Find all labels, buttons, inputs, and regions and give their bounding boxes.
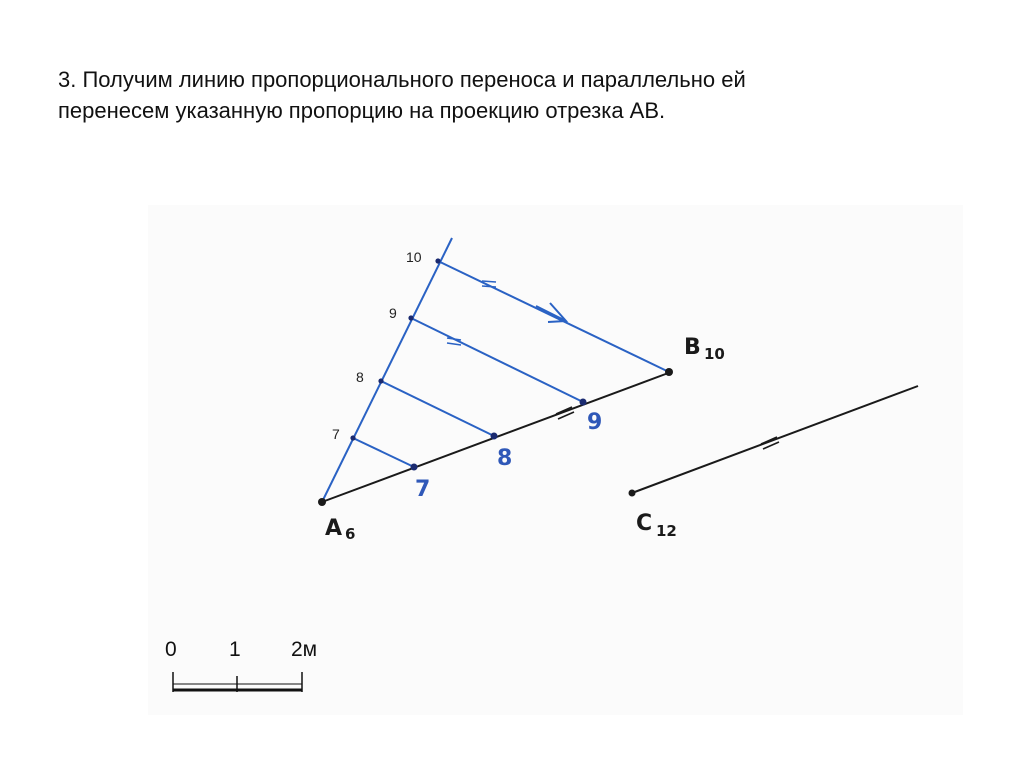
point-8-dot (491, 433, 498, 440)
heading-line-2: перенесем указанную пропорцию на проекцию отрезка АВ. (58, 98, 666, 123)
point-B-dot (665, 368, 673, 376)
point-A-dot (318, 498, 326, 506)
label-B-index: 10 (704, 345, 725, 363)
label-C: C (636, 511, 653, 536)
point-7-dot (411, 464, 418, 471)
scale-label-1: 1 (229, 638, 241, 661)
scan-background (148, 205, 963, 715)
point-9-dot (580, 399, 587, 406)
label-A: A (325, 516, 343, 541)
tick-label-7: 7 (332, 426, 340, 442)
tick-label-9: 9 (389, 305, 397, 321)
tick-label-8: 8 (356, 369, 364, 385)
point-C-dot (629, 490, 636, 497)
segment-mark-9: 9 (587, 410, 603, 435)
segment-mark-8: 8 (497, 446, 513, 471)
heading-line-1: 3. Получим линию пропорционального переноса и параллельно ей (58, 67, 746, 92)
scale-label-2m: 2м (291, 638, 318, 661)
label-C-index: 12 (656, 522, 677, 540)
segment-mark-7: 7 (415, 477, 431, 502)
tick-label-10: 10 (406, 249, 422, 265)
scale-label-0: 0 (165, 638, 177, 661)
label-B: B (684, 335, 701, 360)
label-A-index: 6 (345, 525, 356, 543)
